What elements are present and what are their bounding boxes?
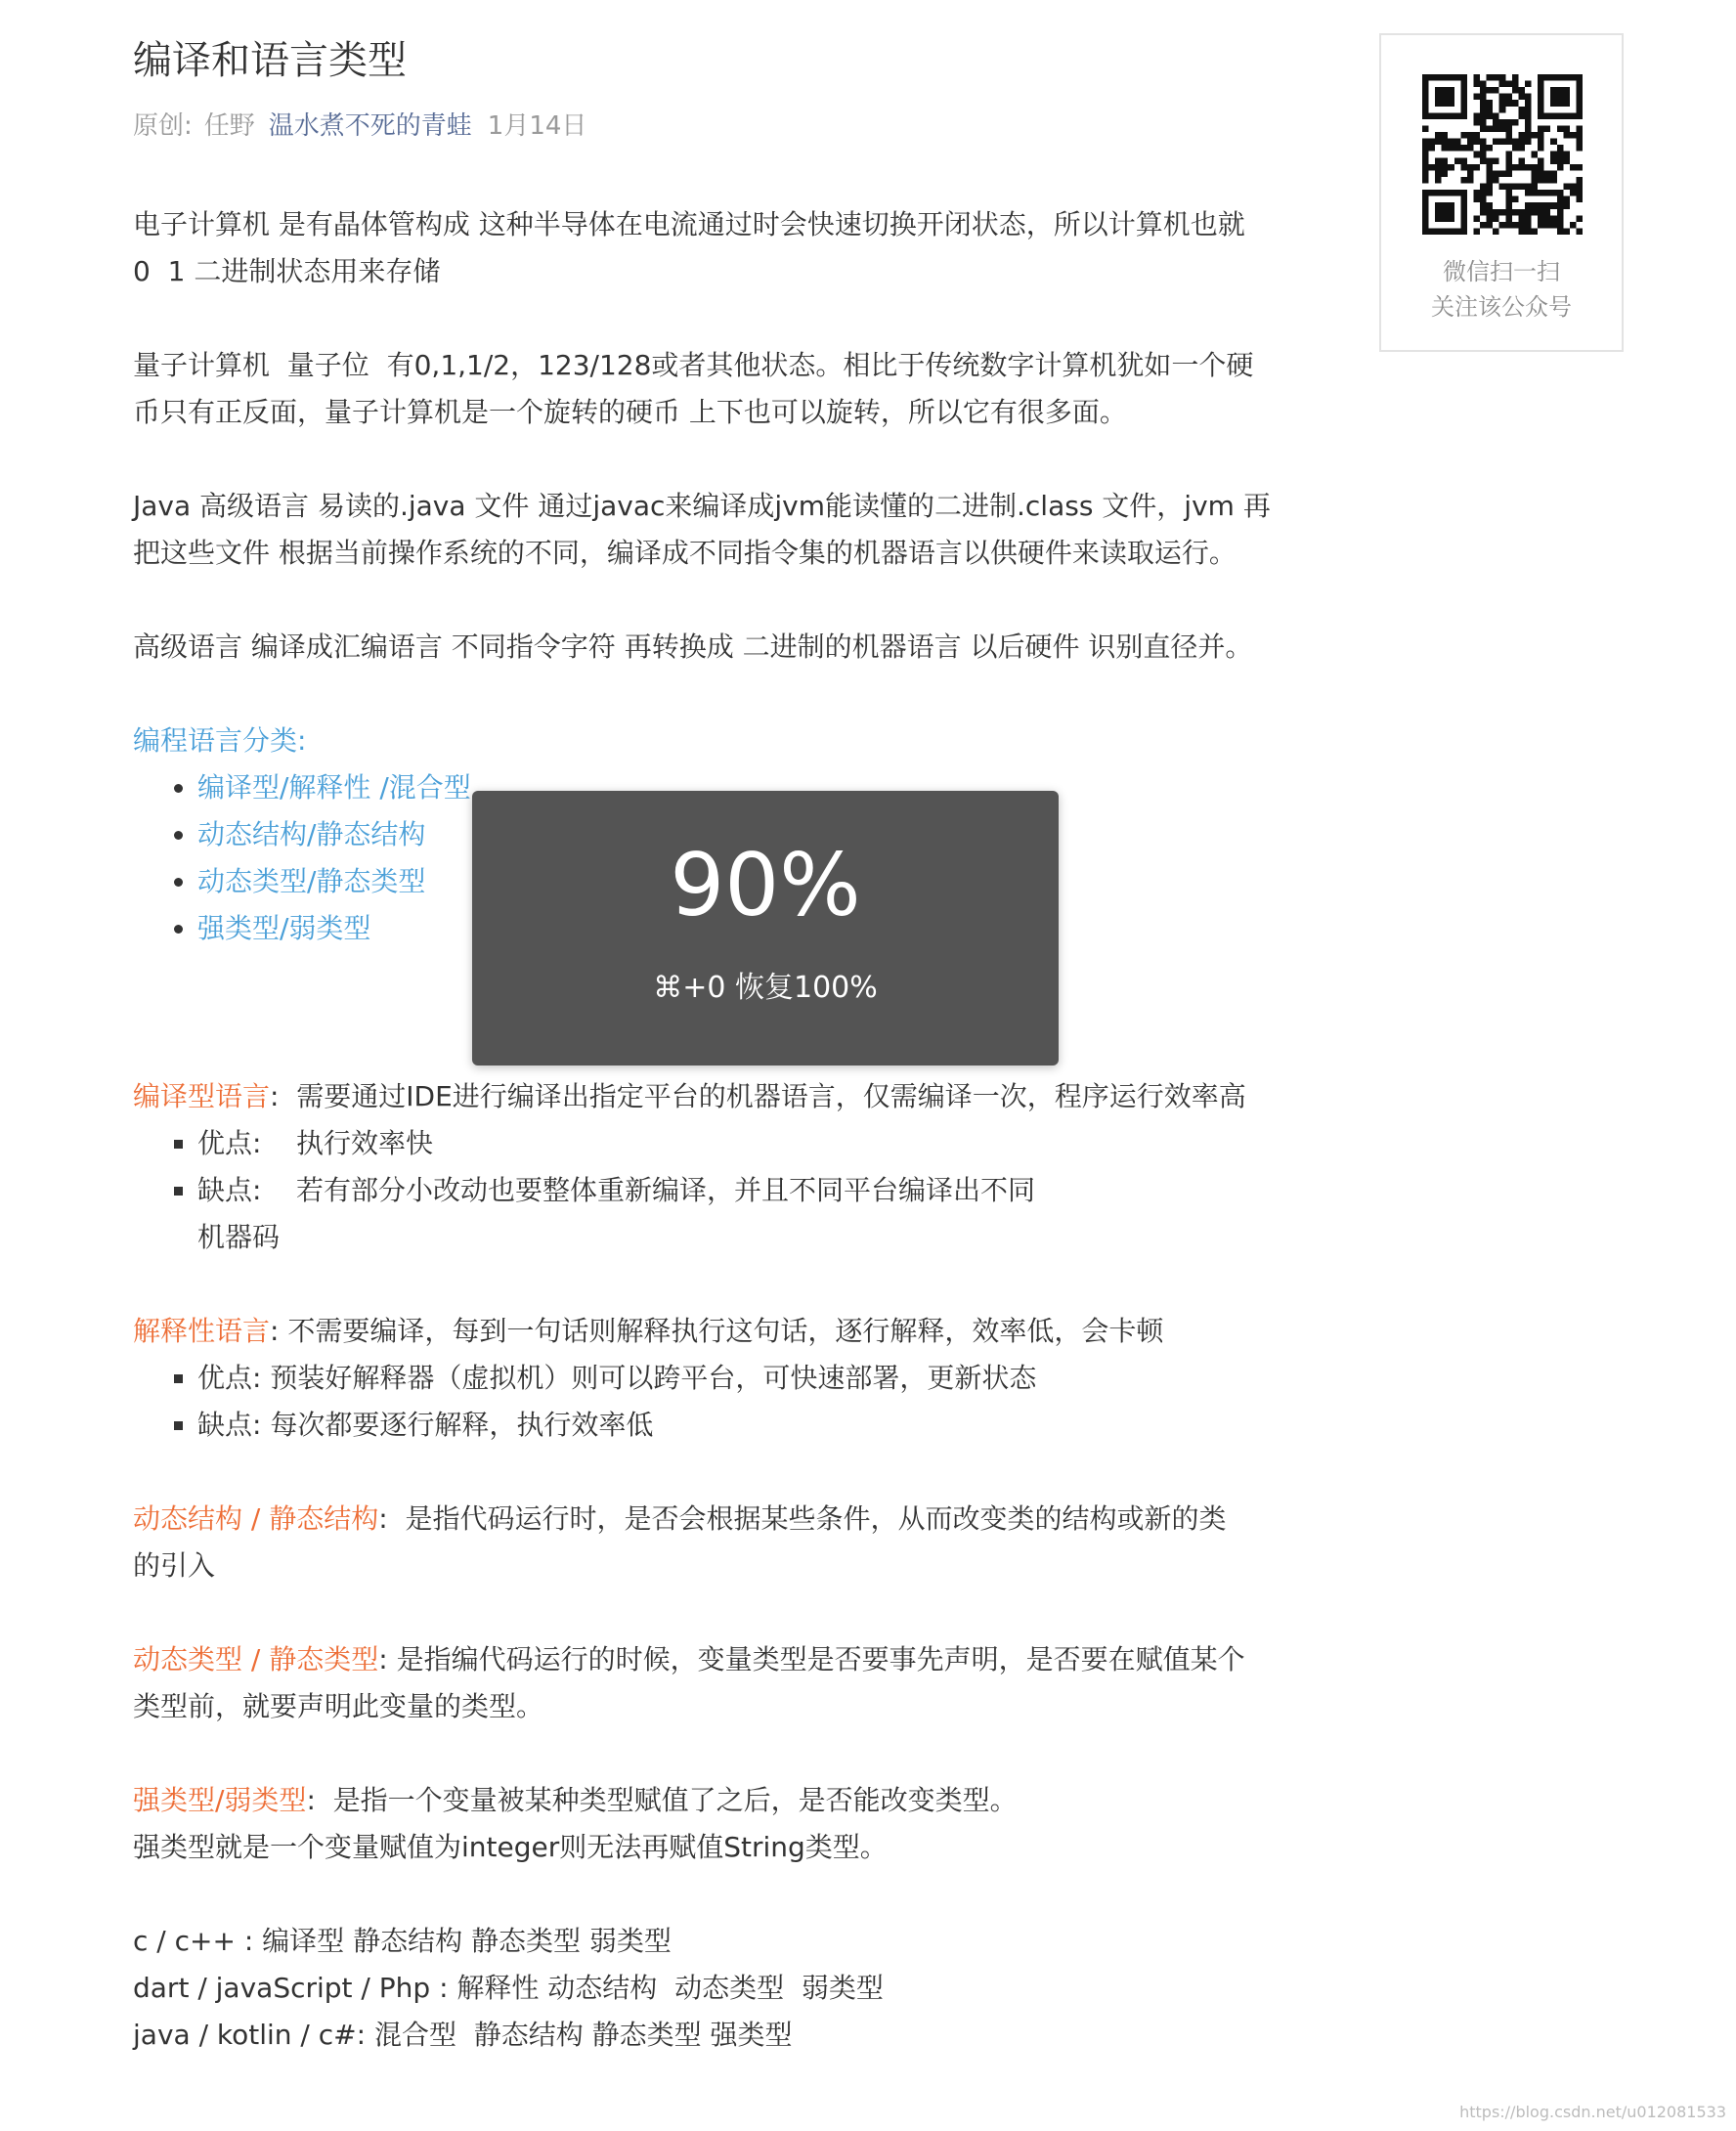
compiled-language-para: [133, 1073, 1335, 1120]
list-item: [197, 1167, 1035, 1261]
compiled-list: [133, 1120, 1035, 1261]
paragraph-quantum: [133, 342, 1335, 436]
list-item: • 动态结构/静态结构: [197, 811, 471, 858]
paragraph-line: 0 1 二进制状态用来存储: [133, 255, 441, 287]
zoom-percent: 90%: [670, 835, 861, 935]
list-item: ▪ 缺点: 每次都要逐行解释，执行效率低: [197, 1402, 1036, 1449]
paragraph-line: 把这些文件 根据当前操作系统的不同，编译成不同指令集的机器语言以供硬件来读取运行。: [133, 537, 1237, 569]
paragraph-line: : 是指编代码运行的时候，变量类型是否要事先声明，是否要在赋值某个: [378, 1643, 1245, 1675]
list-item: • 动态类型/静态类型: [197, 858, 471, 905]
list-item-line: ▪ 缺点: 若有部分小改动也要整体重新编译，并且不同平台编译出不同: [197, 1174, 1036, 1206]
article-meta: [133, 106, 586, 142]
zoom-reset-hint: ⌘+0 恢复100%: [653, 971, 878, 1005]
summary-line: dart / javaScript / Php : 解释性 动态结构 动态类型 弱类型: [133, 1972, 884, 2004]
qr-caption-line2: 关注该公众号: [1431, 293, 1572, 321]
list-item: ▪ 优点: 预装好解释器（虚拟机）则可以跨平台，可快速部署，更新状态: [197, 1355, 1036, 1402]
paragraph-line: 币只有正反面，量子计算机是一个旋转的硬币 上下也可以旋转，所以它有很多面。: [133, 396, 1127, 428]
publish-date: 1月14日: [487, 111, 587, 141]
paragraph-line: : 是指代码运行时，是否会根据某些条件，从而改变类的结构或新的类: [378, 1502, 1227, 1535]
summary-line: java / kotlin / c#: 混合型 静态结构 静态类型 强类型: [133, 2019, 793, 2051]
dynamic-structure-para: [133, 1496, 1335, 1589]
qr-code-icon[interactable]: [1422, 74, 1583, 235]
qr-caption-line1: 微信扫一扫: [1443, 258, 1560, 285]
dynamic-structure-label: 动态结构 / 静态结构: [133, 1502, 379, 1535]
original-label: 原创:: [133, 111, 193, 141]
paragraph-line: 的引入: [133, 1549, 216, 1582]
strong-weak-label: 强类型/弱类型: [133, 1784, 307, 1816]
interpreted-text: : 不需要编译，每到一句话则解释执行这句话，逐行解释，效率低，会卡顿: [270, 1315, 1164, 1347]
paragraph-line: 强类型就是一个变量赋值为integer则无法再赋值String类型。: [133, 1831, 888, 1863]
strong-weak-para: [133, 1777, 1335, 1871]
paragraph-line: 量子计算机 量子位 有0,1,1/2，123/128或者其他状态。相比于传统数字计算机犹如一个硬: [133, 349, 1254, 381]
paragraph-line: Java 高级语言 易读的.java 文件 通过javac来编译成jvm能读懂的二进制.class 文件，jvm 再: [133, 490, 1271, 522]
list-item: • 强类型/弱类型: [197, 905, 471, 952]
compiled-text: 需要通过IDE进行编译出指定平台的机器语言，仅需编译一次，程序运行效率高: [279, 1080, 1246, 1112]
paragraph-line: 电子计算机 是有晶体管构成 这种半导体在电流通过时会快速切换开闭状态，所以计算机也就: [133, 208, 1245, 240]
list-item-line: 机器码: [197, 1221, 281, 1253]
summary-line: c / c++ : 编译型 静态结构 静态类型 弱类型: [133, 1925, 672, 1957]
paragraph-computer: [133, 201, 1335, 295]
author-name: 任野: [203, 111, 255, 141]
account-link[interactable]: 温水煮不死的青蛙: [268, 111, 472, 141]
page-title: 编译和语言类型: [133, 38, 407, 83]
paragraph-java: [133, 483, 1335, 577]
interpreted-label: 解释性语言: [133, 1315, 271, 1347]
dynamic-type-para: [133, 1636, 1335, 1730]
compiled-colon: :: [270, 1080, 280, 1112]
dynamic-type-label: 动态类型 / 静态类型: [133, 1643, 379, 1675]
paragraph-line: 类型前，就要声明此变量的类型。: [133, 1690, 544, 1722]
paragraph-line: : 是指一个变量被某种类型赋值了之后，是否能改变类型。: [306, 1784, 1018, 1816]
paragraph-highlevel: 高级语言 编译成汇编语言 不同指令字符 再转换成 二进制的机器语言 以后硬件 识别直径并。: [133, 631, 1253, 663]
categories-list: [133, 764, 471, 952]
language-summary: [133, 1918, 1335, 2059]
compiled-label: 编译型语言: [133, 1080, 271, 1112]
list-item: • 编译型/解释性 /混合型: [197, 764, 471, 811]
zoom-toast: [472, 791, 1059, 1066]
interpreted-list: [133, 1355, 1036, 1449]
categories-heading: 编程语言分类:: [133, 724, 307, 757]
qr-card: [1379, 33, 1624, 352]
watermark: https://blog.csdn.net/u012081533: [1459, 2103, 1726, 2121]
interpreted-language-para: [133, 1308, 1335, 1355]
list-item: ▪ 优点: 执行效率快: [197, 1120, 1035, 1167]
